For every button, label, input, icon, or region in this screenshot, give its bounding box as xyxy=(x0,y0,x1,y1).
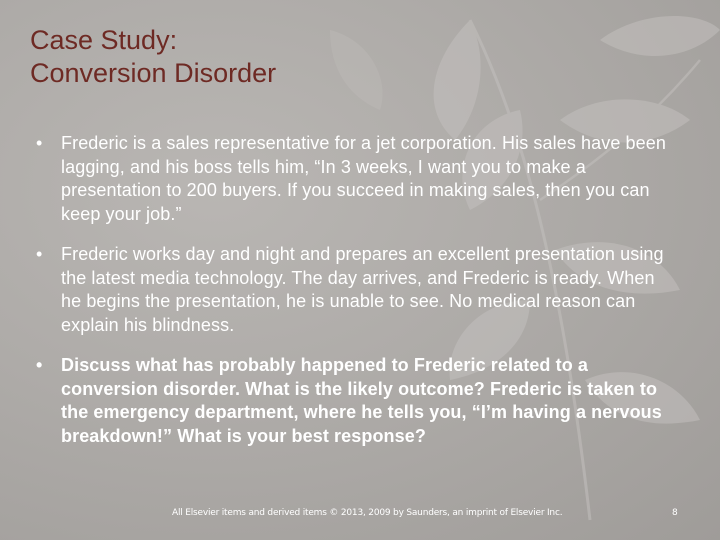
bullet-text: Frederic works day and night and prepares an excellent presentation using the latest media technology. The day arrives, and Frederic is ready. When he begins the presentation, he is unable to see. No medical reason can explain his blindness. xyxy=(61,244,664,335)
bullet-marker: • xyxy=(36,244,43,264)
bullet-list xyxy=(36,132,676,448)
bullet-item xyxy=(36,243,676,337)
leaf-shape xyxy=(600,16,720,56)
bullet-text: Discuss what has probably happened to Frederic related to a conversion disorder. What is the likely outcome? Frederic is taken to the emergency department, where he tells you, “I’m having a nervous breakdown!” What is your best response? xyxy=(61,355,662,446)
bullet-item-question xyxy=(36,354,676,448)
slide-title xyxy=(30,24,276,90)
leaf-shape xyxy=(330,30,383,110)
bullet-marker: • xyxy=(36,133,43,153)
bullet-marker: • xyxy=(36,355,43,375)
title-line-1: Case Study: xyxy=(30,25,178,55)
bullet-item xyxy=(36,132,676,226)
leaf-shape xyxy=(434,20,481,140)
title-line-2: Conversion Disorder xyxy=(30,58,277,88)
copyright-footer: All Elsevier items and derived items © 2013, 2009 by Saunders, an imprint of Elsevier Inc. xyxy=(172,508,563,518)
page-number: 8 xyxy=(672,508,678,518)
bullet-text: Frederic is a sales representative for a jet corporation. His sales have been lagging, and his boss tells him, “In 3 weeks, I want you to make a presentation to 200 buyers. If you succeed in making sales, then you can keep your job.” xyxy=(61,133,666,224)
